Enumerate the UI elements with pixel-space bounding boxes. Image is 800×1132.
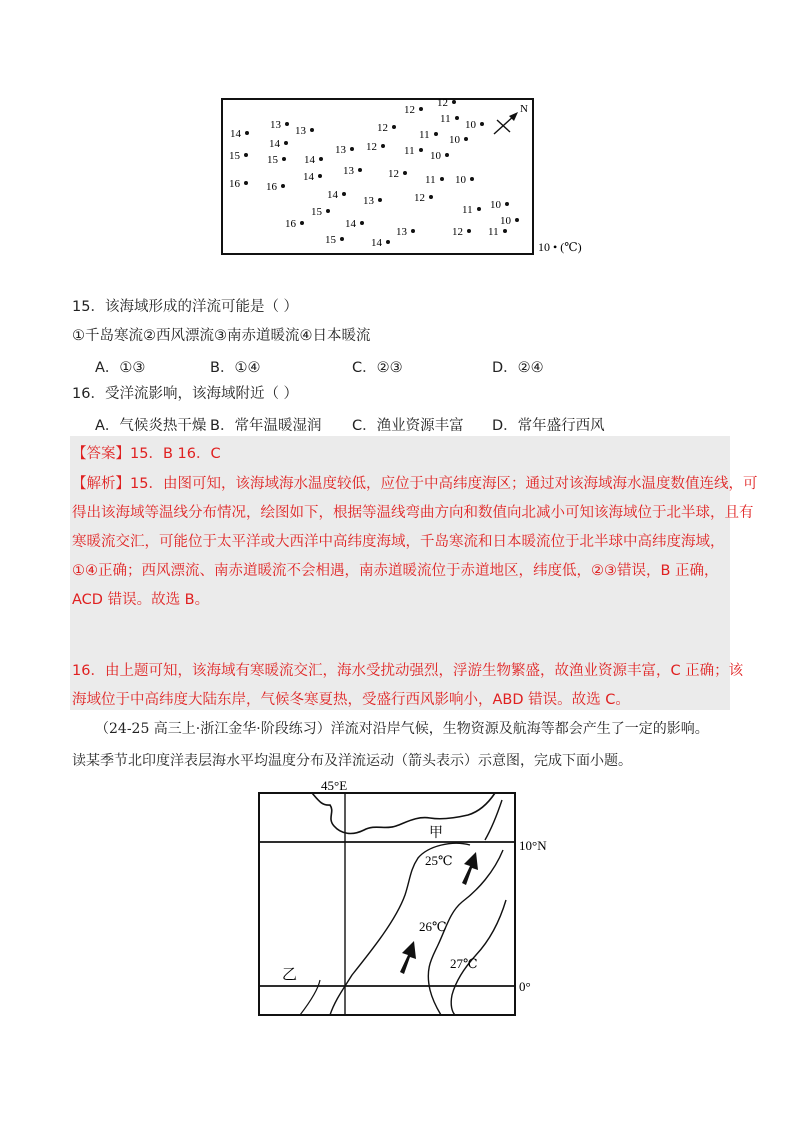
- temperature-value: 11: [425, 174, 436, 186]
- analysis-16-line: 16．由上题可知，该海域有寒暖流交汇，海水受扰动强烈，浮游生物繁盛，故渔业资源丰富，C 正确；该: [72, 663, 744, 679]
- temperature-value: 12: [414, 192, 425, 204]
- temperature-point: [429, 195, 433, 199]
- temperature-value: 13: [396, 226, 407, 238]
- isotherm-25-label: 25℃: [425, 853, 453, 868]
- unit-label: 10 • (℃): [538, 240, 582, 254]
- temperature-value: 16: [266, 181, 277, 193]
- temperature-value: 12: [377, 122, 388, 134]
- temperature-point: [282, 157, 286, 161]
- temperature-point: [378, 198, 382, 202]
- q16-option-c[interactable]: C．渔业资源丰富: [352, 418, 464, 434]
- answer-line: 【答案】15．B 16．C: [72, 446, 221, 462]
- temperature-value: 14: [371, 237, 382, 249]
- temperature-point: [245, 131, 249, 135]
- temperature-point: [440, 177, 444, 181]
- temperature-point: [281, 184, 285, 188]
- q15-option-d[interactable]: D．②④: [492, 360, 544, 376]
- temperature-point: [403, 171, 407, 175]
- temperature-point: [464, 137, 468, 141]
- temperature-point: [467, 229, 471, 233]
- temperature-value: 11: [404, 145, 415, 157]
- temperature-value: 10: [430, 150, 441, 162]
- temperature-value: 13: [335, 144, 346, 156]
- analysis-15-line: 寒暖流交汇，可能位于太平洋或大西洋中高纬度海域，千岛寒流和日本暖流位于北半球中高纬度海域，: [72, 534, 725, 550]
- q15-option-b[interactable]: B．①④: [210, 360, 261, 376]
- temperature-point: [326, 209, 330, 213]
- q16-option-b[interactable]: B．常年温暖湿润: [210, 418, 322, 434]
- temperature-value: 11: [462, 204, 473, 216]
- analysis-15-line: 得出该海域等温线分布情况，绘图如下，根据等温线弯曲方向和数值向北减小可知该海域位于北半球，且有: [72, 505, 754, 521]
- temperature-value: 12: [388, 168, 399, 180]
- q16-option-a[interactable]: A．气候炎热干燥: [95, 418, 207, 434]
- temperature-point: [310, 128, 314, 132]
- temperature-point: [342, 192, 346, 196]
- isotherm-25: [330, 843, 470, 1015]
- temperature-point: [470, 177, 474, 181]
- temperature-value: 13: [343, 165, 354, 177]
- q15-items: ①千岛寒流②西风漂流③南赤道暖流④日本暖流: [72, 328, 371, 344]
- lat-0-label: 0°: [519, 979, 531, 994]
- temperature-value: 15: [311, 206, 322, 218]
- temperature-point: [392, 125, 396, 129]
- temperature-point: [419, 148, 423, 152]
- temperature-value: 14: [345, 218, 356, 230]
- analysis-15-line: 【解析】15．由图可知，该海域海水温度较低，应位于中高纬度海区；通过对该海域海水温度数值连线，可: [72, 476, 758, 492]
- temperature-point: [445, 153, 449, 157]
- temperature-value: 14: [304, 154, 315, 166]
- analysis-15-line: ①④正确；西风漂流、南赤道暖流不会相遇，南赤道暖流位于赤道地区，纬度低，②③错误，B 正确，: [72, 563, 719, 579]
- isotherm-26-label: 26℃: [419, 919, 447, 934]
- temperature-point: [434, 132, 438, 136]
- temperature-point: [419, 107, 423, 111]
- temperature-value: 10: [449, 134, 460, 146]
- temperature-point: [386, 240, 390, 244]
- temperature-point: [358, 168, 362, 172]
- temperature-point: [244, 153, 248, 157]
- temperature-point: [244, 181, 248, 185]
- temperature-value: 13: [363, 195, 374, 207]
- q15-option-a[interactable]: A．①③: [95, 360, 146, 376]
- temperature-point: [505, 202, 509, 206]
- temperature-value: 16: [229, 178, 240, 190]
- coastline: [312, 793, 495, 833]
- temperature-point: [503, 229, 507, 233]
- temperature-value: 13: [295, 125, 306, 137]
- current-arrow-icon: [400, 941, 416, 974]
- analysis-15: [72, 470, 757, 615]
- analysis-16-line: 海域位于中高纬度大陆东岸，气候冬寒夏热，受盛行西风影响小，ABD 错误。故选 C。: [72, 692, 630, 708]
- temperature-value: 10: [490, 199, 501, 211]
- temperature-point: [480, 122, 484, 126]
- temperature-value: 11: [419, 129, 430, 141]
- lon-45e-label: 45°E: [321, 778, 348, 793]
- temperature-value: 15: [325, 234, 336, 246]
- lat-10n-label: 10°N: [519, 838, 547, 853]
- temperature-value: 12: [452, 226, 463, 238]
- analysis-15-line: ACD 错误。故选 B。: [72, 592, 210, 608]
- q16-title: 16．受洋流影响，该海域附近（ ）: [72, 386, 299, 402]
- isotherm-27-label: 27℃: [450, 956, 478, 971]
- temperature-value: 11: [440, 113, 451, 125]
- temperature-point: [318, 174, 322, 178]
- sea-temperature-map: [0, 0, 800, 270]
- temperature-value: 12: [404, 104, 415, 116]
- temperature-value: 14: [230, 128, 241, 140]
- temperature-value: 14: [327, 189, 338, 201]
- temperature-value: 14: [303, 171, 314, 183]
- temperature-point: [350, 147, 354, 151]
- temperature-point: [381, 144, 385, 148]
- temperature-point: [455, 116, 459, 120]
- temperature-value: 14: [269, 138, 280, 150]
- temperature-point: [300, 221, 304, 225]
- temperature-point: [477, 207, 481, 211]
- temperature-point: [452, 100, 456, 104]
- indian-ocean-map: [0, 770, 800, 1020]
- temperature-value: 15: [229, 150, 240, 162]
- temperature-point: [360, 221, 364, 225]
- intro-line-2: 读某季节北印度洋表层海水平均温度分布及洋流运动（箭头表示）示意图，完成下面小题。: [72, 753, 632, 769]
- north-label: N: [520, 103, 528, 115]
- temperature-point: [411, 229, 415, 233]
- temperature-value: 12: [437, 97, 448, 109]
- temperature-point: [319, 157, 323, 161]
- current-arrow-icon: [462, 852, 478, 885]
- analysis-16: [72, 657, 743, 715]
- temperature-value: 13: [270, 119, 281, 131]
- temperature-points: [229, 97, 519, 249]
- temperature-point: [285, 122, 289, 126]
- temperature-value: 15: [267, 154, 278, 166]
- q16-option-d[interactable]: D．常年盛行西风: [492, 418, 605, 434]
- temperature-point: [340, 237, 344, 241]
- temperature-value: 16: [285, 218, 296, 230]
- north-arrow-icon: [494, 103, 528, 134]
- place-yi-label: 乙: [282, 967, 298, 983]
- temperature-value: 11: [488, 226, 499, 238]
- temperature-point: [515, 218, 519, 222]
- q15-title: 15．该海域形成的洋流可能是（ ）: [72, 299, 299, 315]
- temperature-value: 12: [366, 141, 377, 153]
- intro-line-1: （24-25 高三上·浙江金华·阶段练习）洋流对沿岸气候，生物资源及航海等都会产生了一定的影响。: [95, 721, 709, 737]
- temperature-value: 10: [500, 215, 511, 227]
- temperature-point: [284, 141, 288, 145]
- temperature-value: 10: [455, 174, 466, 186]
- q15-option-c[interactable]: C．②③: [352, 360, 403, 376]
- temperature-value: 10: [465, 119, 476, 131]
- place-jia-label: 甲: [429, 826, 443, 841]
